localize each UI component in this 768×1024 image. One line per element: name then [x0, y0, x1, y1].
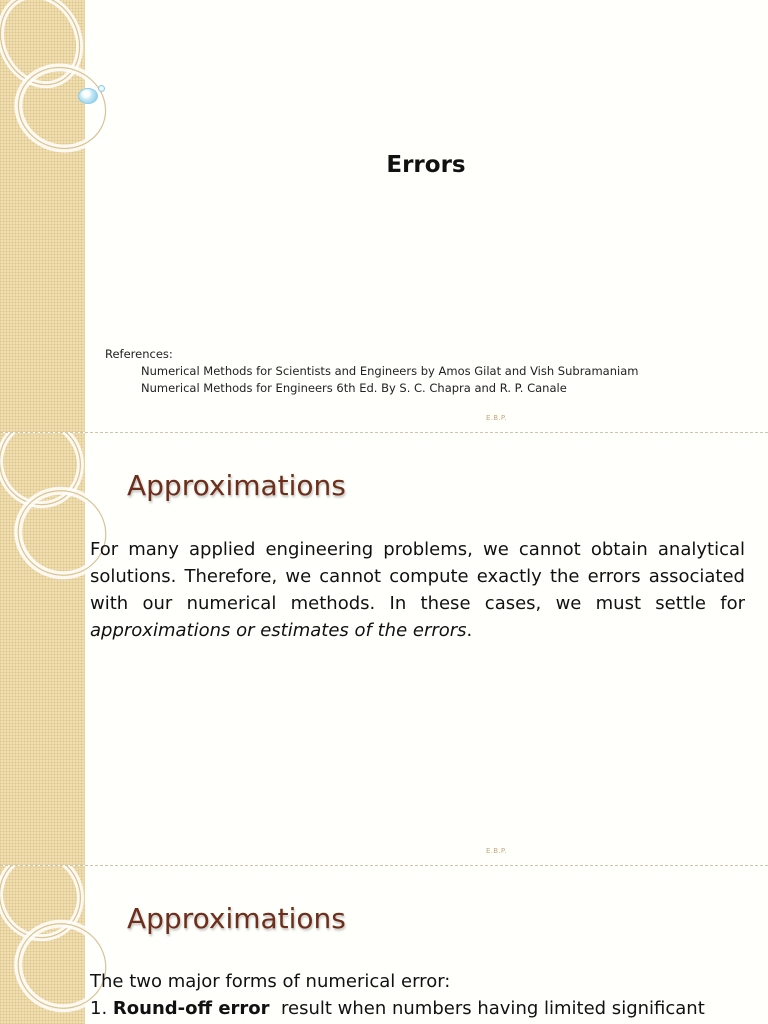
- body-paragraph: [90, 536, 745, 644]
- references-block: [105, 346, 638, 397]
- item-text: result when numbers having limited significant: [281, 998, 705, 1019]
- slide-footer: E.B.P.: [486, 414, 507, 422]
- reference-item: Numerical Methods for Scientists and Engineers by Amos Gilat and Vish Subramaniam: [141, 364, 639, 378]
- references-label: References:: [105, 347, 173, 361]
- list-item: [90, 995, 745, 1022]
- paragraph-end: .: [466, 620, 473, 641]
- paragraph-italic-text: approximations or estimates of the errors: [90, 620, 467, 641]
- small-bubble-icon: [98, 85, 105, 92]
- intro-line: The two major forms of numerical error:: [90, 971, 451, 992]
- slide-1: [0, 0, 768, 432]
- slide-2: [0, 433, 768, 865]
- item-term: Round-off error: [112, 998, 270, 1019]
- slide-heading: Approximations: [127, 469, 346, 502]
- slide-footer: E.B.P.: [486, 847, 507, 855]
- item-number: 1.: [90, 998, 108, 1019]
- reference-item: Numerical Methods for Engineers 6th Ed. By S. C. Chapra and R. P. Canale: [141, 381, 567, 395]
- slide-title: Errors: [386, 152, 466, 178]
- body-paragraph: [90, 968, 745, 1022]
- paragraph-text: For many applied engineering problems, we cannot obtain analytical solutions. Therefore, we cannot compute exactly the errors associated with our numerical methods. In these cases, we must settle for: [90, 539, 745, 614]
- slide-heading: Approximations: [127, 902, 346, 935]
- slide-3: [0, 866, 768, 1024]
- bubble-icon: [78, 88, 98, 104]
